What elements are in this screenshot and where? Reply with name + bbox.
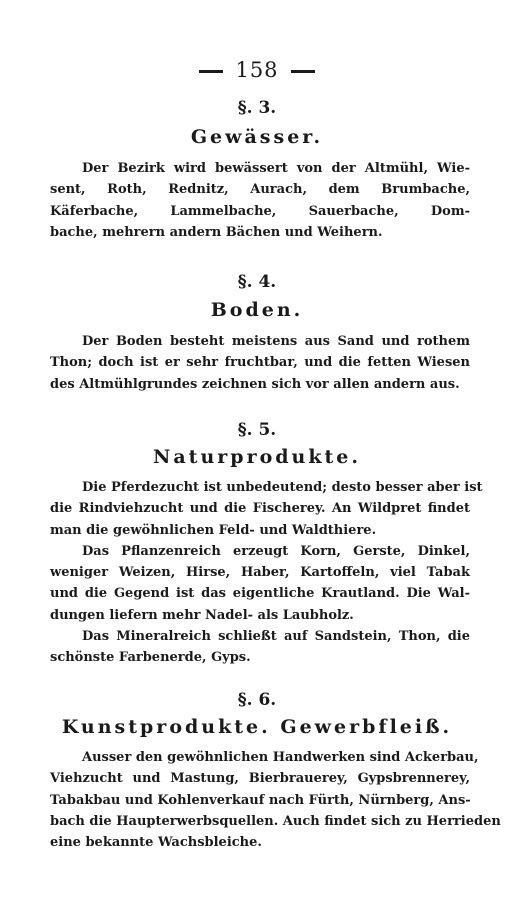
section-6-text [50,747,501,853]
text-line: bach die Haupterwerbsquellen. Auch findet sich zu Herrieden [50,813,501,829]
text-line: Käferbache, Lammelbache, Sauerbache, Dom- [50,203,470,219]
text-line: und die Gegend ist das eigentliche Krautland. Die Wal- [50,586,470,602]
text-line: dungen liefern mehr Nadel- als Laubholz. [50,607,354,623]
text-line: die Rindviehzucht und die Fischerey. An Wildpret findet [50,501,470,517]
section-5-text [50,477,483,669]
section-4-number: §. 4. [237,272,277,292]
header-dash-left [199,70,223,73]
text-line: Die Pferdezucht ist unbedeutend; desto besser aber ist [82,480,483,495]
text-line: Tabakbau und Kohlenverkauf nach Fürth, Nürnberg, Ans- [50,792,471,808]
text-line: Ausser den gewöhnlichen Handwerken sind Ackerbau, [82,750,479,765]
section-5-title: Naturprodukte. [153,446,361,468]
page-number: 158 [235,58,279,82]
text-line: Der Bezirk wird bewässert von der Altmühl, Wie- [82,161,470,176]
section-3-title: Gewässer. [190,126,324,148]
section-6-title: Kunstprodukte. Gewerbfleiß. [61,716,453,738]
header-dash-right [291,70,315,73]
text-line: schönste Farbenerde, Gyps. [50,650,251,666]
text-line: Das Pflanzenreich erzeugt Korn, Gerste, Dinkel, [82,543,470,559]
text-line: Der Boden besteht meistens aus Sand und rothem [82,334,470,349]
section-3-number: §. 3. [237,98,277,118]
text-line: Das Mineralreich schließt auf Sandstein, Thon, die [82,629,470,645]
text-line: sent, Roth, Rednitz, Aurach, dem Brumbache, [50,182,470,198]
text-line: weniger Weizen, Hirse, Haber, Kartoffeln, viel Tabak [50,565,470,581]
section-5-number: §. 5. [237,420,277,440]
section-3-text [50,158,470,243]
text-line: man die gewöhnlichen Feld- und Waldthiere. [50,522,377,538]
text-line: des Altmühlgrundes zeichnen sich vor allen andern aus. [50,376,460,392]
text-line: eine bekannte Wachsbleiche. [50,835,262,851]
section-6-number: §. 6. [237,690,277,710]
text-line: bache, mehrern andern Bächen und Weihern. [50,224,383,240]
section-4-title: Boden. [210,299,304,321]
text-line: Thon; doch ist er sehr fruchtbar, und die fetten Wiesen [50,355,470,371]
page-header [0,58,514,82]
section-4-text [50,331,470,395]
text-line: Viehzucht und Mastung, Bierbrauerey, Gypsbrennerey, [50,771,470,787]
